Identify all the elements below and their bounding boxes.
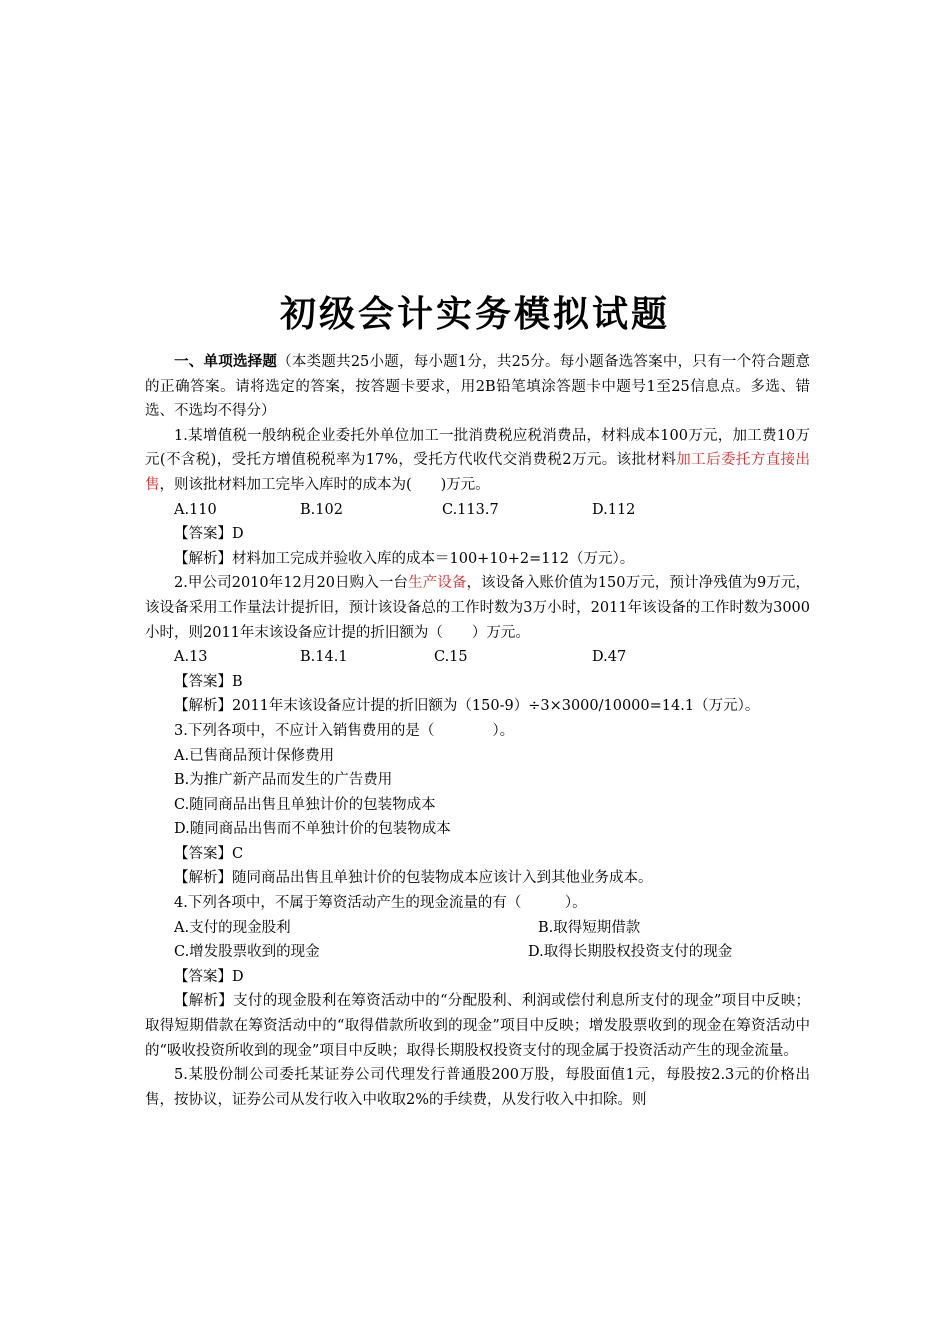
question-5-stem: 5.某股份制公司委托某证券公司代理发行普通股200万股，每股面值1元，每股按2.3元的价格出售，按协议，证券公司从发行收入中收取2%的手续费，从发行收入中扣除。则 [145,1067,810,1108]
question-4-options-row-1 [145,916,810,941]
question-2-stem-text-end: ，该设备入账价值为150万元，预计净残值为9万元，该设备采用工作量法计提折旧，预计该设备总的工作时数为3万小时，2011年该设备的工作时数为3000小时，则2011年末该设备应计提的折旧额为（ ）万元。 [145,575,811,641]
question-1-stem-text: 1.某增值税一般纳税企业委托外单位加工一批消费税应税消费品，材料成本100万元，加工费10万元(不含税)，受托方增值税税率为17%，受托方代收代交消费税2万元。该批材料 [145,427,810,469]
question-2-option-d: D.47 [592,649,627,666]
question-1-option-a: A.110 [174,501,217,518]
question-1-highlight: 加工后委托方直接出售 [145,452,811,493]
question-3-stem: 3.下列各项中，不应计入销售费用的是（ ）。 [174,722,515,739]
question-2-option-b: B.14.1 [300,649,348,666]
question-1-analysis: 【解析】材料加工完成并验收入库的成本＝100+10+2=112（万元）。 [174,550,635,567]
question-4-option-d: D.取得长期股权投资支付的现金 [528,944,733,961]
question-2-stem-text: 2.甲公司2010年12月20日购入一台 [174,575,409,592]
question-4-analysis: 【解析】支付的现金股利在筹资活动中的“分配股利、利润或偿付利息所支付的现金”项目中反映；取得短期借款在筹资活动中的“取得借款所收到的现金”项目中反映；增发股票收到的现金在筹资活动中的“吸收投资所收到的现金”项目中反映；取得长期股权投资支付的现金属于投资活动产生的现金流量。 [145,993,810,1059]
question-1-option-b: B.102 [300,501,343,518]
question-4-answer: 【答案】D [174,968,244,985]
question-1-stem [145,424,810,498]
question-4-option-c: C.增发股票收到的现金 [174,944,320,961]
question-3-option-d: D.随同商品出售而不单独计价的包装物成本 [174,821,451,838]
question-2-answer: 【答案】B [174,673,243,690]
question-4-options-row-2 [145,940,810,965]
question-3-analysis: 【解析】随同商品出售且单独计价的包装物成本应该计入到其他业务成本。 [174,870,653,887]
question-2-highlight: 生产设备 [408,575,467,592]
question-3-answer: 【答案】C [174,845,244,862]
question-3-option-b: B.为推广新产品而发生的广告费用 [174,772,393,789]
section-instructions: （本类题共25小题，每小题1分，共25分。每小题备选答案中，只有一个符合题意的正确答案。请将选定的答案，按答题卡要求，用2B铅笔填涂答题卡中题号1至25信息点。多选、错选、不选均不得分） [145,354,811,420]
document-body [145,350,810,1112]
section-heading: 一、单项选择题 [174,353,278,370]
document-title: 初级会计实务模拟试题 [279,294,670,335]
question-2-options [145,645,810,670]
question-1-option-d: D.112 [592,501,636,518]
question-2-stem [145,571,810,645]
question-1-stem-text-end: ，则该批材料加工完毕入库时的成本为( )万元。 [159,476,490,493]
question-4-stem: 4.下列各项中，不属于筹资活动产生的现金流量的有（ ）。 [174,895,587,912]
question-1-options [145,498,810,523]
question-3-option-a: A.已售商品预计保修费用 [174,747,335,764]
section-intro [145,350,810,424]
question-3-option-c: C.随同商品出售且单独计价的包装物成本 [174,796,436,813]
question-2-option-a: A.13 [174,649,208,666]
question-4-option-a: A.支付的现金股利 [174,919,291,936]
question-1-option-c: C.113.7 [442,501,499,518]
question-2-analysis: 【解析】2011年末该设备应计提的折旧额为（150-9）÷3×3000/10000=14.1（万元）。 [174,698,760,715]
question-4-option-b: B.取得短期借款 [538,919,641,936]
question-2-option-c: C.15 [434,649,468,666]
question-1-answer: 【答案】D [174,526,244,543]
